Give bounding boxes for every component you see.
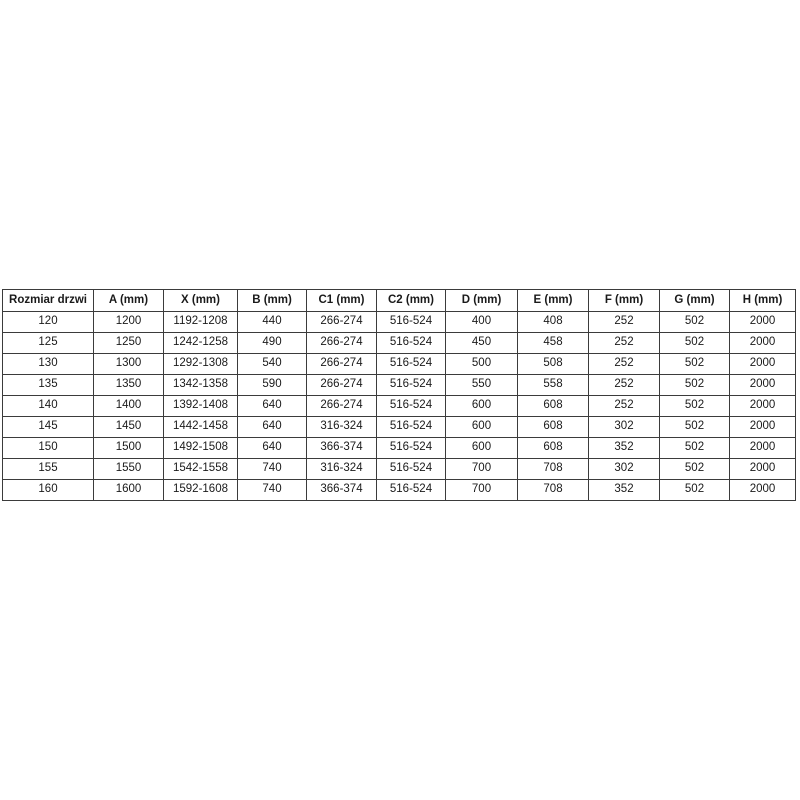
table-cell: 1550: [94, 459, 164, 480]
table-cell: 316-324: [307, 459, 377, 480]
table-cell: 252: [589, 312, 660, 333]
table-cell: 500: [446, 354, 518, 375]
table-cell: 2000: [730, 354, 796, 375]
table-cell: 440: [238, 312, 307, 333]
table-cell: 508: [518, 354, 589, 375]
column-header: G (mm): [660, 290, 730, 312]
column-header: Rozmiar drzwi: [3, 290, 94, 312]
table-cell: 490: [238, 333, 307, 354]
column-header: F (mm): [589, 290, 660, 312]
table-cell: 516-524: [377, 480, 446, 501]
table-cell: 150: [3, 438, 94, 459]
table-cell: 160: [3, 480, 94, 501]
table-cell: 516-524: [377, 459, 446, 480]
table-cell: 1500: [94, 438, 164, 459]
table-cell: 558: [518, 375, 589, 396]
table-cell: 316-324: [307, 417, 377, 438]
table-cell: 266-274: [307, 375, 377, 396]
table-cell: 120: [3, 312, 94, 333]
table-cell: 700: [446, 459, 518, 480]
table-cell: 252: [589, 333, 660, 354]
table-cell: 366-374: [307, 438, 377, 459]
table-cell: 266-274: [307, 312, 377, 333]
table-cell: 252: [589, 375, 660, 396]
table-cell: 1192-1208: [164, 312, 238, 333]
table-cell: 1592-1608: [164, 480, 238, 501]
table-cell: 516-524: [377, 312, 446, 333]
table-cell: 516-524: [377, 438, 446, 459]
table-cell: 2000: [730, 312, 796, 333]
column-header: E (mm): [518, 290, 589, 312]
table-cell: 516-524: [377, 396, 446, 417]
table-cell: 502: [660, 417, 730, 438]
table-cell: 266-274: [307, 354, 377, 375]
table-cell: 266-274: [307, 396, 377, 417]
table-cell: 366-374: [307, 480, 377, 501]
table-cell: 352: [589, 480, 660, 501]
table-cell: 700: [446, 480, 518, 501]
table-cell: 145: [3, 417, 94, 438]
table-cell: 1292-1308: [164, 354, 238, 375]
table-row: [3, 480, 796, 501]
table-cell: 1242-1258: [164, 333, 238, 354]
table-cell: 1600: [94, 480, 164, 501]
table-row: [3, 375, 796, 396]
table-cell: 640: [238, 417, 307, 438]
table-row: [3, 312, 796, 333]
table-cell: 2000: [730, 417, 796, 438]
header-row: [3, 290, 796, 312]
table-cell: 608: [518, 396, 589, 417]
table-cell: 2000: [730, 333, 796, 354]
table-cell: 1350: [94, 375, 164, 396]
table-cell: 352: [589, 438, 660, 459]
table-row: [3, 396, 796, 417]
table-cell: 516-524: [377, 417, 446, 438]
table-cell: 302: [589, 417, 660, 438]
table-row: [3, 354, 796, 375]
table-cell: 502: [660, 480, 730, 501]
table-cell: 155: [3, 459, 94, 480]
table-cell: 2000: [730, 438, 796, 459]
table-cell: 600: [446, 438, 518, 459]
table-cell: 640: [238, 396, 307, 417]
table-cell: 516-524: [377, 354, 446, 375]
table-cell: 502: [660, 312, 730, 333]
table-cell: 608: [518, 438, 589, 459]
table-cell: 1300: [94, 354, 164, 375]
table-cell: 408: [518, 312, 589, 333]
table-cell: 740: [238, 459, 307, 480]
table-cell: 450: [446, 333, 518, 354]
table-cell: 252: [589, 354, 660, 375]
table-cell: 125: [3, 333, 94, 354]
table-cell: 516-524: [377, 375, 446, 396]
table-cell: 1450: [94, 417, 164, 438]
table-cell: 1342-1358: [164, 375, 238, 396]
table-cell: 302: [589, 459, 660, 480]
table-cell: 1442-1458: [164, 417, 238, 438]
table-cell: 1392-1408: [164, 396, 238, 417]
table-cell: 540: [238, 354, 307, 375]
table-cell: 130: [3, 354, 94, 375]
table-cell: 502: [660, 354, 730, 375]
table-row: [3, 459, 796, 480]
table-cell: 708: [518, 459, 589, 480]
table-cell: 2000: [730, 459, 796, 480]
table-cell: 252: [589, 396, 660, 417]
table-cell: 640: [238, 438, 307, 459]
table-cell: 1542-1558: [164, 459, 238, 480]
table-cell: 740: [238, 480, 307, 501]
column-header: X (mm): [164, 290, 238, 312]
column-header: C2 (mm): [377, 290, 446, 312]
table-cell: 590: [238, 375, 307, 396]
table-body: [3, 312, 796, 501]
table-row: [3, 417, 796, 438]
door-dimensions-table: [2, 289, 796, 501]
table-cell: 502: [660, 459, 730, 480]
table-cell: 1400: [94, 396, 164, 417]
column-header: A (mm): [94, 290, 164, 312]
table-cell: 1250: [94, 333, 164, 354]
column-header: D (mm): [446, 290, 518, 312]
table-cell: 600: [446, 417, 518, 438]
table-cell: 1492-1508: [164, 438, 238, 459]
table-cell: 140: [3, 396, 94, 417]
table-cell: 1200: [94, 312, 164, 333]
table-cell: 502: [660, 333, 730, 354]
table-cell: 266-274: [307, 333, 377, 354]
table-cell: 608: [518, 417, 589, 438]
table-cell: 502: [660, 438, 730, 459]
table-cell: 2000: [730, 375, 796, 396]
table-cell: 458: [518, 333, 589, 354]
table-cell: 502: [660, 396, 730, 417]
column-header: B (mm): [238, 290, 307, 312]
table-row: [3, 438, 796, 459]
column-header: H (mm): [730, 290, 796, 312]
table-cell: 516-524: [377, 333, 446, 354]
table-cell: 135: [3, 375, 94, 396]
column-header: C1 (mm): [307, 290, 377, 312]
table-cell: 708: [518, 480, 589, 501]
table-cell: 2000: [730, 480, 796, 501]
table-row: [3, 333, 796, 354]
table-cell: 600: [446, 396, 518, 417]
table-cell: 400: [446, 312, 518, 333]
table-cell: 2000: [730, 396, 796, 417]
table-cell: 502: [660, 375, 730, 396]
table-cell: 550: [446, 375, 518, 396]
